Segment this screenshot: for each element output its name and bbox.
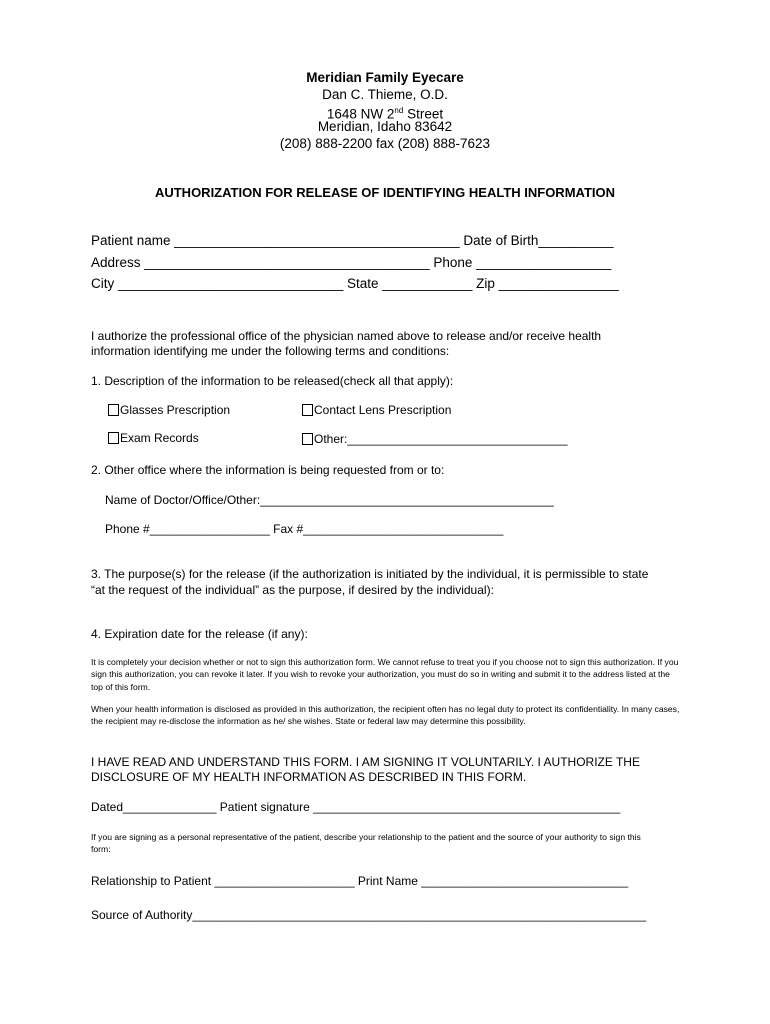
practice-name: Meridian Family Eyecare: [306, 70, 464, 85]
checkbox-exam-records[interactable]: [108, 431, 199, 445]
intro-line-2: information identifying me under the following terms and conditions:: [91, 344, 450, 358]
disclosure-notice: When your health information is disclosed as provided in this authorization, the recipient often has no legal duty to protect its confidentiality. In many cases, the recipient may re-disclose the information as he/ she wishes. State or federal law may determine this possibility.: [91, 704, 680, 727]
section-2-label: 2. Other office where the information is being requested from or to:: [91, 463, 445, 477]
doctor-office-field[interactable]: Name of Doctor/Office/Other:____________________________________________: [105, 493, 554, 507]
checkbox-label: Exam Records: [120, 431, 199, 445]
form-title: AUTHORIZATION FOR RELEASE OF IDENTIFYING HEALTH INFORMATION: [154, 185, 616, 200]
phone-fax: (208) 888-2200 fax (208) 888-7623: [279, 136, 491, 151]
checkbox-icon[interactable]: [302, 433, 313, 445]
acknowledgment-line-2: DISCLOSURE OF MY HEALTH INFORMATION AS DESCRIBED IN THIS FORM.: [91, 770, 527, 784]
acknowledgment-line-1: I HAVE READ AND UNDERSTAND THIS FORM. I AM SIGNING IT VOLUNTARILY. I AUTHORIZE THE: [91, 755, 640, 769]
checkbox-icon[interactable]: [302, 404, 313, 416]
checkbox-label: Glasses Prescription: [120, 403, 231, 417]
checkbox-glasses-prescription[interactable]: [108, 403, 230, 417]
checkbox-other[interactable]: [302, 432, 568, 446]
street-address-post: Street: [403, 106, 444, 122]
section-4-label: 4. Expiration date for the release (if any):: [91, 627, 308, 641]
address-phone-line[interactable]: Address ______________________________________ Phone __________________: [91, 255, 612, 270]
decision-notice: It is completely your decision whether or not to sign this authorization form. We cannot refuse to treat you if you choose not to sign this authorization. If you sign this authorization, you can revoke it later. If you wish to revoke your authorization, you must do so in writing and submit it to the address listed at the top of this form.: [91, 657, 679, 692]
section-3-line-1: 3. The purpose(s) for the release (if the authorization is initiated by the individual, it is permissible to state: [91, 567, 649, 581]
city-state-zip-line[interactable]: City ______________________________ State ____________ Zip ________________: [91, 276, 619, 291]
representative-notice: If you are signing as a personal representative of the patient, describe your relationship to the patient and the source of your authority to sign this form:: [91, 832, 641, 855]
city-state-zip: Meridian, Idaho 83642: [317, 119, 453, 134]
section-1-label: 1. Description of the information to be released(check all that apply):: [91, 374, 454, 388]
dated-signature-line[interactable]: Dated______________ Patient signature ______________________________________________: [91, 800, 621, 814]
intro-line-1: I authorize the professional office of the physician named above to release and/or receive health: [91, 329, 602, 343]
doctor-name: Dan C. Thieme, O.D.: [322, 87, 448, 102]
source-of-authority-line[interactable]: Source of Authority____________________________________________________________________: [91, 908, 647, 922]
relationship-print-name-line[interactable]: Relationship to Patient _____________________ Print Name _______________________________: [91, 874, 629, 888]
checkbox-contact-lens-prescription[interactable]: [302, 403, 451, 417]
patient-name-dob-line[interactable]: Patient name ______________________________________ Date of Birth__________: [91, 233, 614, 248]
checkbox-label: Contact Lens Prescription: [314, 403, 452, 417]
section-3-line-2: “at the request of the individual” as the purpose, if desired by the individual):: [91, 583, 494, 597]
checkbox-icon[interactable]: [108, 404, 119, 416]
phone-fax-field[interactable]: Phone #__________________ Fax #______________________________: [105, 522, 504, 536]
street-address-suffix: nd: [394, 106, 404, 115]
street-address-pre: 1648 NW 2: [326, 106, 395, 122]
checkbox-label: Other:_________________________________: [314, 432, 568, 446]
checkbox-icon[interactable]: [108, 432, 119, 444]
